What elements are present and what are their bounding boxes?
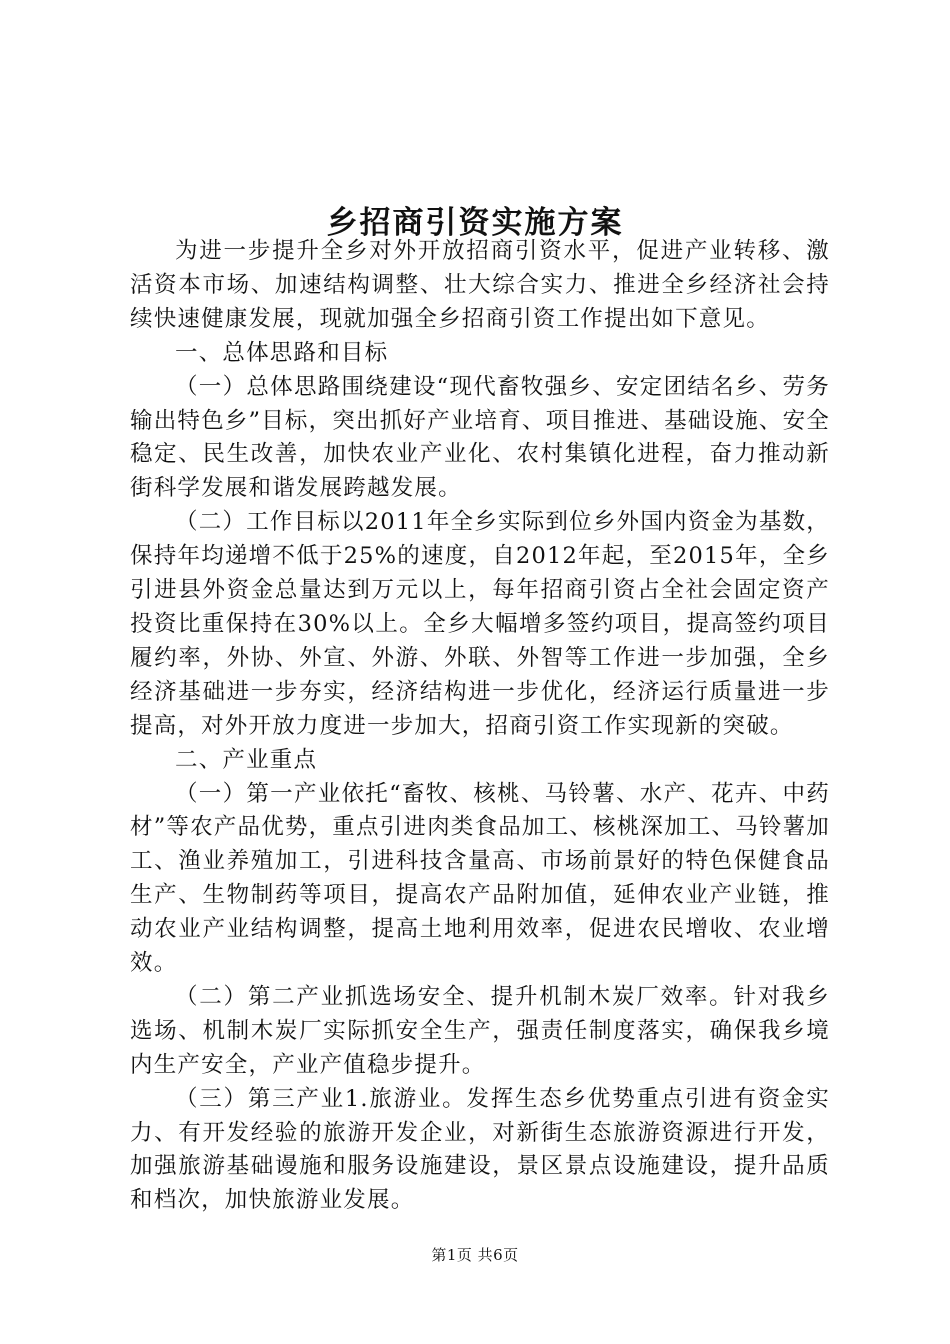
- paragraph-overall-approach: （一）总体思路围绕建设“现代畜牧强乡、安定团结名乡、劳务输出特色乡”目标，突出抓好产业培育、项目推进、基础设施、安全稳定、民生改善，加快农业产业化、农村集镇化进程，奋力推动新街科学发展和谐发展跨越发展。: [130, 373, 831, 502]
- paragraph-tertiary-industry: （三）第三产业1.旅游业。发挥生态乡优势重点引进有资金实力、有开发经验的旅游开发企业，对新街生态旅游资源进行开发，加强旅游基础谩施和服务设施建设，景区景点设施建设，提升品质和档次，加快旅游业发展。: [130, 1085, 830, 1214]
- paragraph-primary-industry: （一）第一产业依托“畜牧、核桃、马铃薯、水产、花卉、中药材”等农产品优势，重点引进肉类食品加工、核桃深加工、马铃薯加工、渔业养殖加工，引进科技含量高、市场前景好的特色保健食品生产、生物制药等项目，提高农产品附加值，延伸农业产业链，推动农业产业结构调整，提高土地利用效率，促进农民增收、农业增效。: [130, 780, 831, 977]
- paragraph-work-goals: （二）工作目标以2011年全乡实际到位乡外国内资金为基数，保持年均递增不低于25%的速度，自2012年起，至2015年，全乡引进县外资金总量达到万元以上，每年招商引资占全社会固定资产投资比重保持在30%以上。全乡大幅增多签约项目，提高签约项目履约率，外协、外宣、外游、外联、外智等工作进一步加强，全乡经济基础进一步夯实，经济结构进一步优化，经济运行质量进一步提高，对外开放力度进一步加大，招商引资工作实现新的突破。: [130, 509, 830, 739]
- page-number-footer: 第1页 共6页: [431, 1246, 519, 1264]
- paragraph-intro: 为进一步提升全乡对外开放招商引资水平，促进产业转移、激活资本市场、加速结构调整、壮大综合实力、推进全乡经济社会持续快速健康发展，现就加强全乡招商引资工作提出如下意见。: [130, 238, 830, 332]
- document-body: [130, 235, 830, 1218]
- section-heading-1: 一、总体思路和目标: [175, 339, 389, 366]
- paragraph-secondary-industry: （二）第二产业抓选场安全、提升机制木炭厂效率。针对我乡选场、机制木炭厂实际抓安全生产，强责任制度落实，确保我乡境内生产安全，产业产值稳步提升。: [130, 983, 830, 1078]
- section-heading-2: 二、产业重点: [175, 746, 318, 773]
- document-title: 乡招商引资实施方案: [326, 204, 624, 241]
